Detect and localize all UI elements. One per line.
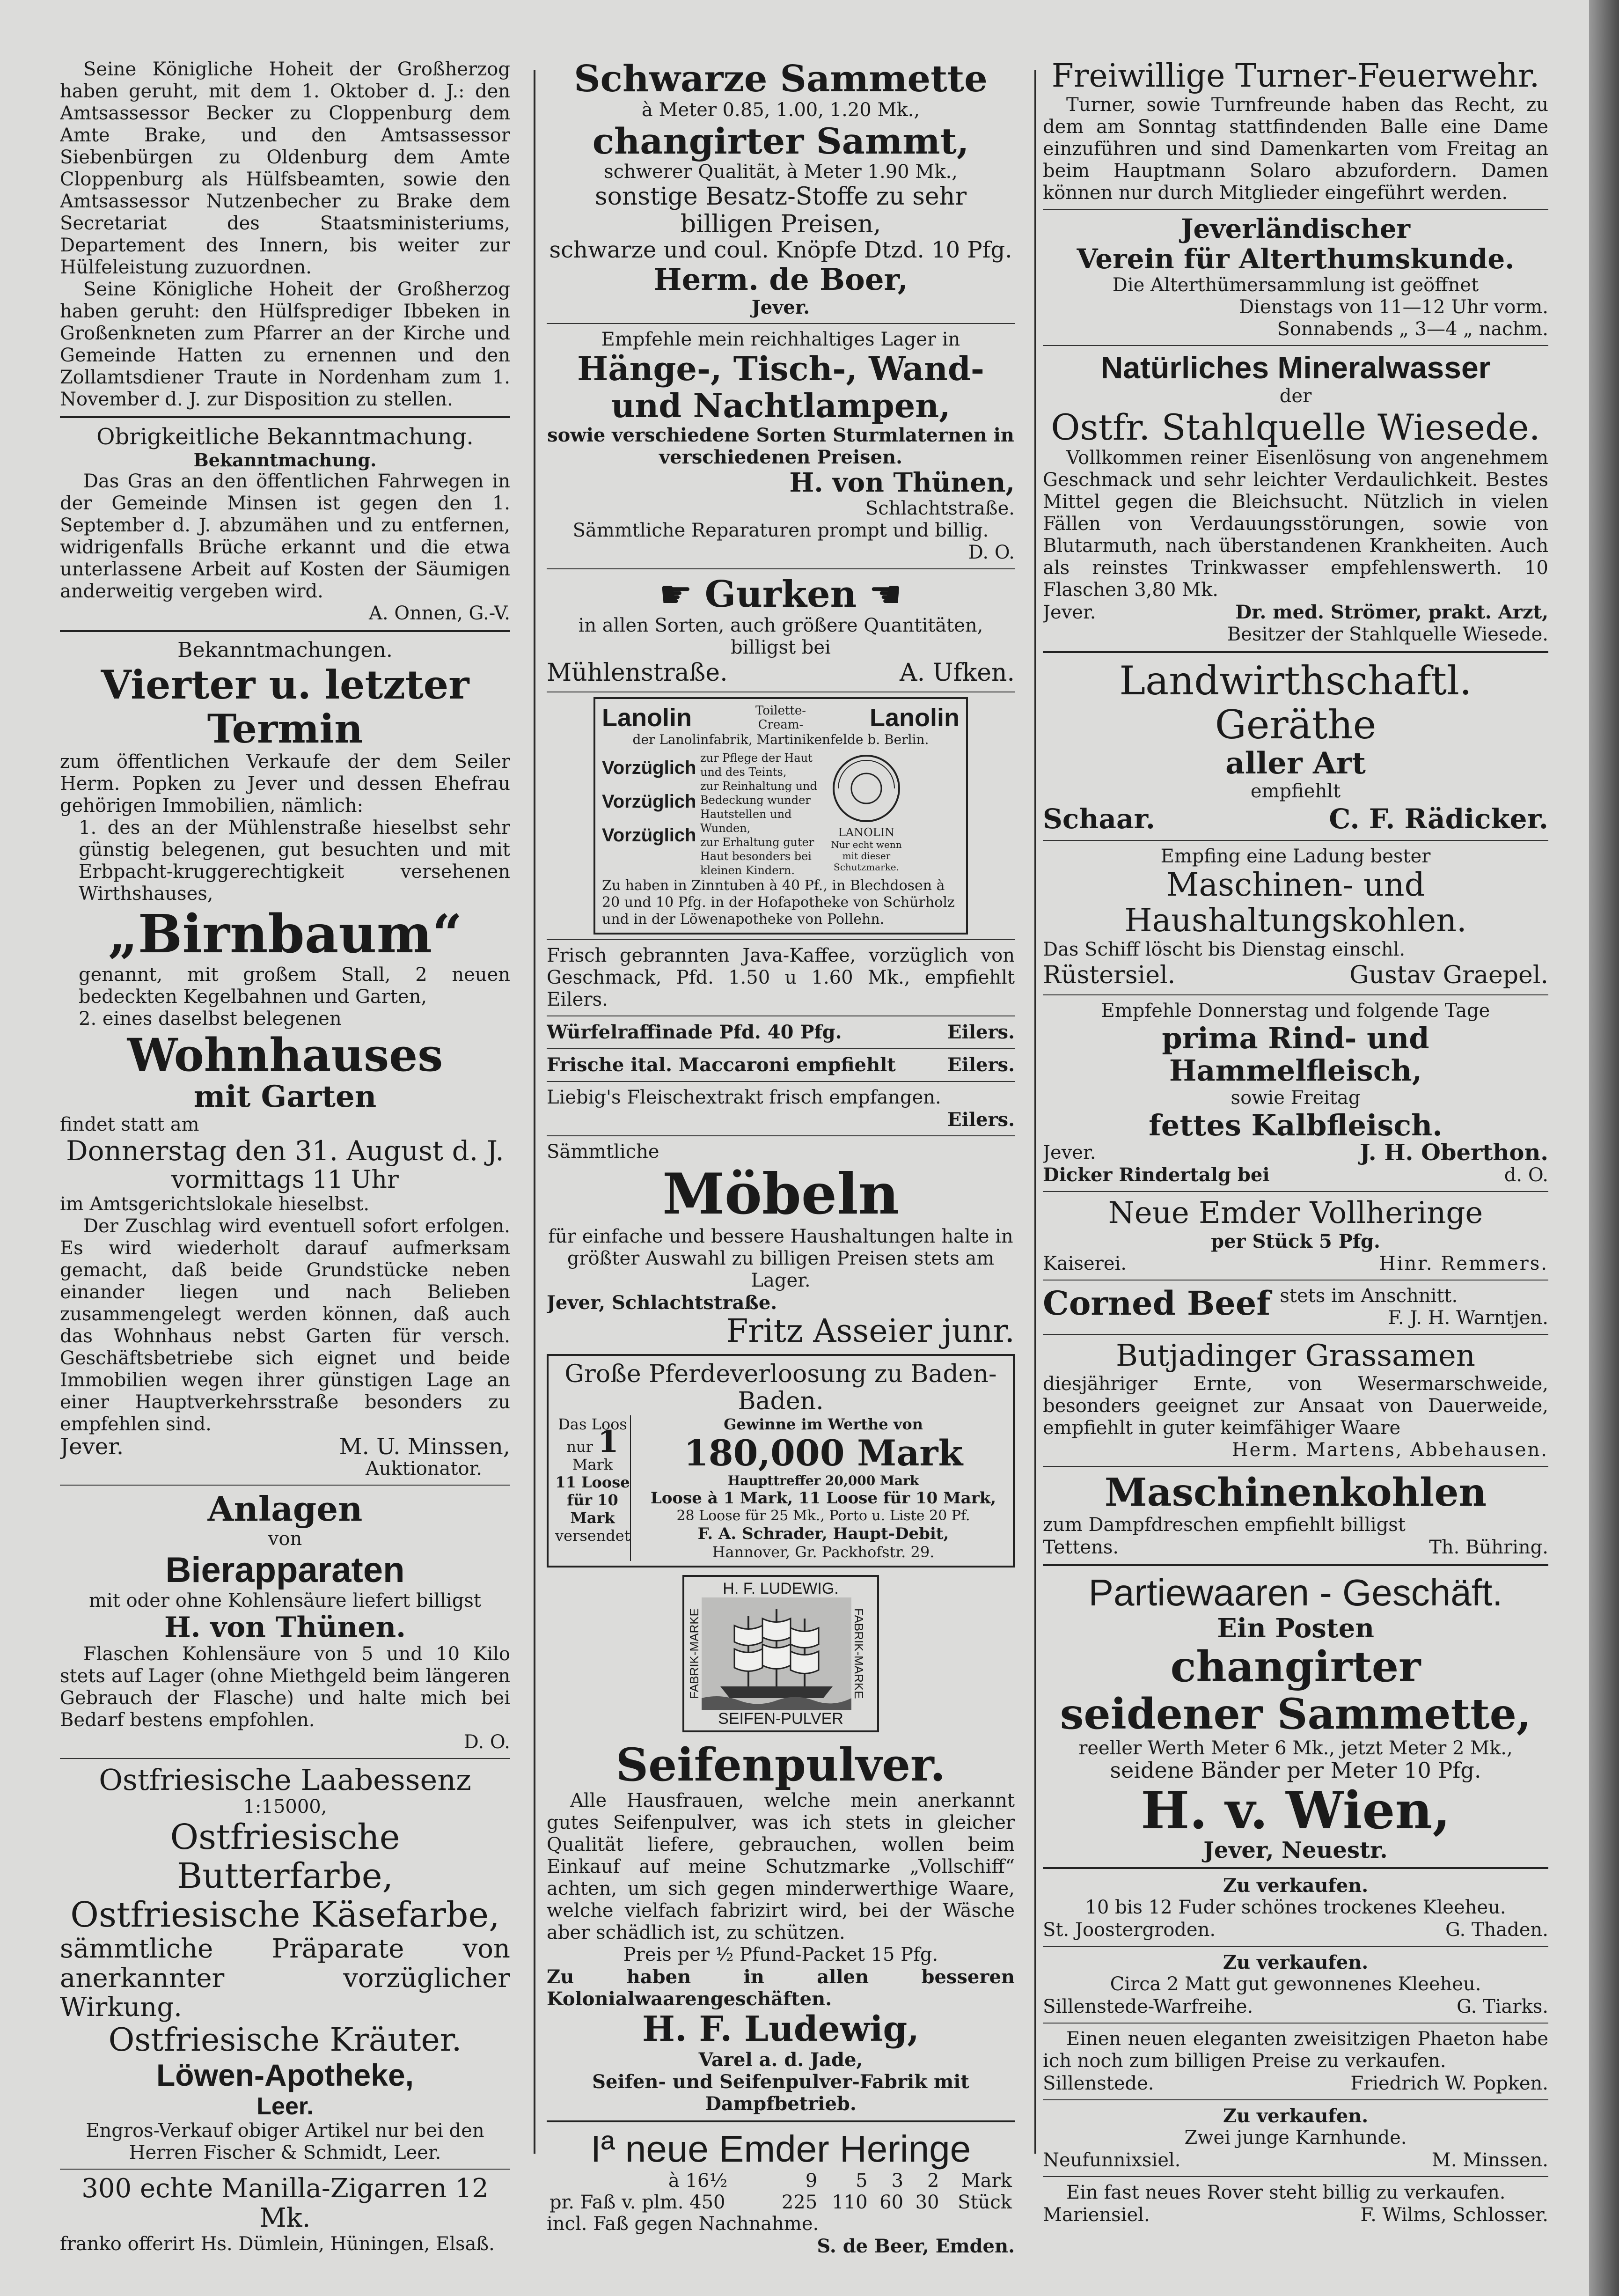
ad-text: Engros-Verkauf obiger Artikel nur bei den Herren Fischer & Schmidt, Leer. [86,2120,484,2164]
page-edge [1589,0,1619,2296]
ad-headline: Gurken [704,573,857,616]
ad-text: Vorzüglich [602,791,696,812]
ad-headline: 180,000 Mark [683,1432,963,1474]
ad-text: zur Reinhaltung und Bedeckung wunder Hautstellen und Wunden, [700,779,817,835]
ad-headline: Maschinenkohlen [1104,1470,1487,1515]
price-cell: 30 [915,2191,939,2213]
notice-heading: Bekanntmachung. [193,449,377,471]
column-2 [547,59,1015,2268]
ad-signature: D. O. [463,1731,510,1753]
ad-text: Alle Hausfrauen, welche mein anerkannt gutes Seifenpulver, was ich stets in gleicher Qualität liefere, gebrauchen, wollen beim Einkauf auf meine Schutzmarke „Vollschiff“ achten, um sich gegen minderwerthige Waare, welche vielfach fabrizirt wird, bei der Wäsche aber schädlich ist, zu schützen. [547,1790,1015,1944]
ad-signature: G. Tiarks. [1457,1995,1548,2017]
ad-signature: d. O. [1504,1164,1548,1186]
ad-place: Tettens. [1043,1537,1119,1559]
ad-headline: Jeverländischer [1181,213,1410,245]
ad-signature: Gustav Graepel. [1349,961,1548,989]
ad-name: H. F. Ludewig, [642,2009,920,2050]
ad-text: Ein Posten [1217,1613,1374,1644]
price-cell: 110 [832,2191,868,2213]
ad-place: Jever. [1043,601,1096,623]
ad-text: stets im Anschnitt. [1280,1285,1458,1307]
ad-text: Mark [572,1455,613,1473]
ad-text: Toilette-Cream- [755,704,806,732]
ad-headline: Lanolin [602,704,692,732]
ad-name: H. von Thünen. [164,1611,406,1644]
ad-text: Dienstags von 11—12 Uhr vorm. [1238,296,1548,318]
ad-place: Jever, Schlachtstraße. [547,1292,777,1314]
ad-headline: seidener Sammette, [1060,1689,1531,1739]
column-1 [60,59,510,2268]
pointing-hand-icon: ☛ [659,572,693,616]
ad-text: findet statt am [60,1113,199,1135]
ad-signature: Eilers. [947,1108,1015,1131]
ad-headline: Ostfriesische Käsefarbe, [70,1895,500,1935]
ad-signature: C. F. Rädicker. [1329,802,1548,835]
ad-signature: Auktionator. [365,1457,482,1479]
notice-signature: A. Onnen, G.-V. [369,603,510,624]
price-cell: 3 [891,2170,904,2192]
ad-headline: Bierapparaten [165,1550,405,1590]
ad-place: Jever. [60,1433,124,1460]
ad-headline: Wohnhauses [127,1028,443,1082]
seal-label: LANOLIN [838,825,895,839]
brand-label: SEIFEN-PULVER [718,1709,843,1728]
ad-headline: Freiwillige Turner-Feuerwehr. [1051,59,1540,95]
ad-text: Preis per ½ Pfund-Packet 15 Pfg. [623,1944,938,1966]
price-cell: 2 [927,2170,939,2192]
official-notice: Seine Königliche Hoheit der Großherzog haben geruht, mit dem 1. Oktober d. J.: den Amtsassessor Becker zu Cloppenburg dem Amte Brake, und den Amtsassessor Siebenbürgen zu Oldenburg dem Amte Cloppenburg als Hülfsbeamten, sowie den Amtsassessor Nutzenbecher zu Brake dem Secretariat des Staatsministeriums, Departement des Innern, bis weiter zur Hülfeleistung zuzuordnen. [60,59,510,278]
ad-text: 1:15000, [243,1796,327,1818]
ad-headline: changirter [1170,1641,1421,1692]
ad-text: schwarze und coul. Knöpfe Dtzd. 10 Pfg. [549,236,1012,263]
ad-signature: Besitzer der Stahlquelle Wiesede. [1227,623,1548,645]
ad-text: von [268,1528,302,1550]
ad-text: Circa 2 Matt gut gewonnenes Kleeheu. [1110,1973,1481,1995]
ad-headline: sämmtliche Präparate von anerkannter vorzüglicher Wirkung. [60,1933,510,2023]
ad-name: F. A. Schrader, Haupt-Debit, [697,1524,949,1543]
ad-signature: F. Wilms, Schlosser. [1360,2204,1548,2226]
price-cell: 225 [781,2191,818,2213]
ad-headline: Maschinen- und Haushaltungskohlen. [1124,866,1467,939]
ad-headline: Große Pferdeverloosung zu Baden-Baden. [564,1360,997,1416]
ad-text: in allen Sorten, auch größere Quantitäten, billigst bei [578,615,983,659]
ad-text: Das Schiff löscht bis Dienstag einschl. [1043,938,1406,960]
ad-headline: fettes Kalbfleisch. [1149,1108,1443,1142]
ad-text: Frisch gebrannten Java-Kaffee, vorzüglich von Geschmack, Pfd. 1.50 u 1.60 Mk., empfiehlt Eilers. [547,944,1015,1010]
ad-signature: Dr. med. Strömer, prakt. Arzt, [1235,601,1548,623]
ad-headline: aller Art [1225,746,1366,781]
ad-text: Zwei junge Karnhunde. [1184,2127,1407,2149]
ad-headline: Partiewaaren - Geschäft. [1088,1572,1503,1614]
ad-signature: Hinr. Remmers. [1379,1252,1548,1274]
ad-text: Würfelraffinade Pfd. 40 Pfg. [547,1021,842,1043]
ad-text: 11 Loose für 10 Mark [555,1473,630,1527]
ad-text: 1. des an der Mühlenstraße hieselbst sehr günstig belegenen, gut besuchten und mit Erbpacht-kruggerechtigkeit versehenen Wirthshauses, [79,817,510,905]
ad-headline: Ostfriesische Butterfarbe, [170,1817,400,1897]
ad-text: Die Alterthümersammlung ist geöffnet [1112,274,1479,296]
ad-text: Empfehle Donnerstag und folgende Tage [1101,1000,1490,1022]
ad-text: incl. Faß gegen Nachnahme. [547,2213,819,2235]
ad-signature: Eilers. [947,1053,1015,1076]
ad-text: 10 bis 12 Fuder schönes trockenes Kleeheu. [1085,1896,1506,1918]
ad-text: Zu haben in Zinntuben à 40 Pf., in Blechdosen à 20 und 10 Pfg. in der Hofapotheke von Schürholz und in der Löwenapotheke von Pollehn. [602,877,955,927]
ad-text: Frische ital. Maccaroni empfiehlt [547,1053,896,1076]
ad-text: für einfache und bessere Haushaltungen halte in größter Auswahl zu billigen Preisen stets am Lager. [548,1226,1013,1292]
ad-signature: Th. Bühring. [1429,1537,1548,1559]
ad-signature: M. U. Minssen, [339,1433,510,1460]
ad-name: Löwen-Apotheke, [156,2058,414,2093]
price-cell: 5 [856,2170,868,2192]
ad-name: Fritz Asseier junr. [726,1313,1015,1350]
ad-text: Empfehle mein reichhaltiges Lager in [601,329,960,351]
ad-text: Sonnabends „ 3—4 „ nachm. [1277,318,1548,340]
lanolin-ad [593,697,968,934]
ad-signature: F. J. H. Warntjen. [1388,1307,1548,1329]
ad-heading: Zu verkaufen. [1223,1874,1369,1897]
sailing-ship-icon [702,1597,851,1710]
ad-signature: Herm. Martens, Abbehausen. [1231,1439,1548,1461]
ad-name: H. von Thünen, [789,467,1015,499]
ad-headline: Iª neue Emder Heringe [590,2128,971,2170]
ad-name: Herm. de Boer, [653,262,908,297]
ad-text: 2. eines daselbst belegenen [79,1008,342,1030]
ad-headline: Butjadinger Grassamen [1116,1338,1475,1373]
ad-text: 1 [598,1424,619,1459]
ad-text: seidene Bänder per Meter 10 Pfg. [1110,1758,1481,1783]
ad-text: zur Erhaltung guter Haut besonders bei kleinen Kindern. [700,835,814,877]
ad-signature: A. Ufken. [900,659,1015,687]
ad-place: Hannover, Gr. Packhofstr. 29. [712,1543,935,1561]
ad-headline: changirter Sammt, [592,120,969,162]
ad-place: Kaiserei. [1043,1252,1127,1274]
ad-text: mit oder ohne Kohlensäure liefert billigst [89,1590,481,1612]
ad-headline: Neue Emder Vollheringe [1108,1196,1483,1231]
section-title: Bekanntmachungen. [177,638,393,662]
ad-text: Das Loos [558,1415,627,1433]
price-cell: Stück [958,2191,1012,2213]
ad-headline: Verein für Alterthumskunde. [1077,243,1515,275]
ad-text: zur Pflege der Haut und des Teints, [700,751,813,779]
ad-headline: Seifenpulver. [615,1738,946,1791]
brand-mark [682,1575,879,1732]
ad-text: Sämmtliche [547,1141,659,1163]
ad-headline: Möbeln [662,1161,899,1227]
ad-text: sowie Freitag [1231,1087,1361,1109]
ad-text: diesjähriger Ernte, von Wesermarschweide, besonders geeignet zur Ansaat von Dauerweide, empfiehlt in guter keimfähiger Waare [1043,1373,1548,1439]
ad-place: Mühlenstraße. [547,659,728,687]
column-rule [1034,70,1036,2154]
ad-text: reeller Werth Meter 6 Mk., jetzt Meter 2 Mk., [1078,1737,1513,1759]
ad-text: per Stück 5 Pfg. [1211,1230,1380,1252]
price-cell: à 16½ [668,2170,728,2192]
ad-headline: Hänge-, Tisch-, Wand- und Nachtlampen, [577,349,984,425]
ad-heading: Zu verkaufen. [1223,2105,1369,2127]
ad-headline: Ostfriesische Kräuter. [108,2022,462,2059]
section-title: Obrigkeitliche Bekanntmachung. [96,424,474,450]
ad-place: Sillenstede-Warfreihe. [1043,1995,1253,2017]
price-table [547,2170,1015,2213]
price-cell: 60 [879,2191,904,2213]
ad-text: im Amtsgerichtslokale hieselbst. [60,1193,370,1215]
ad-text: Ein fast neues Rover steht billig zu verkaufen. [1066,2181,1506,2203]
ad-text: à Meter 0.85, 1.00, 1.20 Mk., [641,99,920,121]
ad-place: Varel a. d. Jade, [698,2049,863,2071]
ad-headline: Natürliches Mineralwasser [1100,350,1491,385]
ad-text: Sämmtliche Reparaturen prompt und billig. [572,519,989,541]
ad-headline: Ostfriesische Laabessenz [99,1762,471,1797]
ad-text: Vollkommen reiner Eisenlösung von angenehmem Geschmack und sehr leichter Verdaulichkeit. Bestes Mittel gegen die Bleichsucht. Nützlich in vielen Fällen von Verdauungsstörungen, sowie von Blutarmuth, nach überstandenen Krankheiten. Auch als reinstes Trinkwasser empfehlenswerth. 10 Flaschen 3,80 Mk. [1043,447,1548,601]
ad-signature: Friedrich W. Popken. [1350,2072,1548,2094]
ad-text: 28 Loose für 25 Mk., Porto u. Liste 20 Pf. [676,1507,970,1524]
ad-text: Liebig's Fleischextrakt frisch empfangen. [547,1086,941,1108]
ad-text: Empfing eine Ladung bester [1160,845,1431,867]
ad-signature: J. H. Oberthon. [1359,1140,1548,1166]
ad-text: Einen neuen eleganten zweisitzigen Phaeton habe ich noch zum billigen Preise zu verkaufen. [1043,2028,1548,2072]
ad-headline: Lanolin [870,704,960,732]
ad-headline: vormittags 11 Uhr [171,1165,399,1194]
ad-headline: 300 echte Manilla-Zigarren 12 Mk. [81,2173,489,2234]
ad-text: nur [566,1437,593,1456]
ad-text: versendet [555,1526,630,1545]
ad-text: sowie verschiedene Sorten Sturmlaternen in verschiedenen Preisen. [547,424,1014,469]
ad-text: Vorzüglich [602,757,696,778]
ad-place: Mariensiel. [1043,2204,1150,2226]
ad-heading: Zu verkaufen. [1223,1951,1369,1973]
ad-headline: Schwarze Sammette [574,59,988,100]
ad-place: Leer. [256,2093,314,2120]
column-rule [534,70,535,2154]
official-notice: Seine Königliche Hoheit der Großherzog haben geruht: den Hülfsprediger Ibbeken in Großenkneten zum Pfarrer an der Kirche und Gemeinde Hatten zu ernennen und den Zollamtsdiener Traute in Nordenham zum 1. November d. J. zur Disposition zu stellen. [60,279,510,410]
price-cell: Mark [961,2170,1012,2192]
ad-text: Dicker Rindertalg bei [1043,1164,1270,1186]
ad-place: Rüstersiel. [1043,961,1176,989]
notice-text: Das Gras an den öffentlichen Fahrwegen in der Gemeinde Minsen ist gegen den 1. September d. J. abzumähen und zu entfernen, widrigenfalls Brüche erkannt und die etwa unterlassene Arbeit auf Kosten der Säumigen anderweitig vergeben wird. [60,471,510,602]
seal-icon [829,751,904,826]
ad-text: schwerer Qualität, à Meter 1.90 Mk., [604,161,958,183]
ad-headline: Corned Beef [1043,1283,1271,1323]
ad-text: Loose à 1 Mark, 11 Loose für 10 Mark, [650,1488,996,1508]
ad-signature: Eilers. [947,1021,1015,1043]
ad-place: Jever. [1043,1142,1096,1164]
ad-place: Schaar. [1043,802,1155,835]
ad-text: der [1279,385,1312,407]
lanolin-seal [822,751,911,877]
ad-text: Seifen- und Seifenpulver-Fabrik mit Dampfbetrieb. [592,2071,969,2115]
ad-signature: S. de Beer, Emden. [817,2235,1015,2257]
ad-place: Sillenstede. [1043,2072,1154,2094]
ad-text: genannt, mit großem Stall, 2 neuen bedeckten Kegelbahnen und Garten, [79,964,510,1008]
ad-text: empfiehlt [1250,780,1341,802]
ad-headline: Donnerstag den 31. August d. J. [66,1134,504,1167]
ad-headline: „Birnbaum“ [108,904,462,965]
ad-headline: prima Rind- und Hammelfleisch, [1162,1021,1429,1088]
ad-signature: M. Minssen. [1431,2149,1548,2171]
ad-text: Der Zuschlag wird eventuell sofort erfolgen. Es wird wiederholt darauf aufmerksam gemacht, daß beide Grundstücke neben einander liegen und nach Belieben zusammengelegt werden können, daß auch das Wohnhaus nebst Garten für versch. Geschäftsbetriebe sich eignet und beide Immobilien wegen ihrer günstigen Lage an einer Hauptverkehrsstraße besonders zu empfehlen sind. [60,1215,510,1435]
ad-headline: mit Garten [193,1079,377,1115]
ad-text: zum öffentlichen Verkaufe der dem Seiler Herm. Popken zu Jever und dessen Ehefrau gehörigen Immobilien, nämlich: [60,751,510,817]
price-cell: pr. Faß v. plm. 450 [549,2191,725,2213]
ad-signature: G. Thaden. [1445,1919,1548,1941]
ad-text: Flaschen Kohlensäure von 5 und 10 Kilo stets auf Lager (ohne Miethgeld beim längeren Gebrauch der Flasche) und halte mich bei Bedarf bestens empfohlen. [60,1643,510,1731]
ad-text: sonstige Besatz-Stoffe zu sehr billigen Preisen, [594,183,967,238]
ad-place: Jever. [751,296,810,319]
ad-name: H. v. Wien, [1141,1780,1451,1841]
pointing-hand-icon: ☛ [869,572,903,616]
ad-text: Zu haben in allen besseren Kolonialwaarengeschäften. [547,1966,1015,2010]
seal-text: Nur echt wenn mit dieser Schutzmarke. [831,839,902,873]
ad-place: Jever, Neuestr. [1203,1837,1388,1863]
ad-signature: D. O. [968,541,1015,563]
brand-label: H. F. LUDEWIG. [723,1579,839,1597]
ad-text: Gewinne im Werthe von [724,1415,923,1433]
brand-label: FABRIK-MARKE [687,1608,701,1699]
brand-label: FABRIK-MARKE [852,1608,866,1699]
ad-text: zum Dampfdreschen empfiehlt billigst [1043,1514,1406,1536]
lottery-ad [547,1354,1015,1567]
ad-text: Haupttreffer 20,000 Mark [727,1472,919,1488]
column-3 [1043,59,1548,2268]
ad-place: Schlachtstraße. [865,497,1015,519]
ad-text: franko offerirt Hs. Dümlein, Hüningen, Elsaß. [60,2233,495,2255]
ad-text: Turner, sowie Turnfreunde haben das Recht, zu dem am Sonntag stattfindenden Balle eine Dame einzuführen und sind Damenkarten vom Freitag an beim Hauptmann Solaro abzufordern. Damen können nur durch Mitglieder eingeführt werden. [1043,94,1548,204]
ad-text: der Lanolinfabrik, Martinikenfelde b. Berlin. [632,731,929,747]
price-cell: 9 [805,2170,818,2192]
ad-text: Vorzüglich [602,824,696,846]
ad-headline: Anlagen [207,1488,363,1529]
ad-place: Neufunnixsiel. [1043,2149,1181,2171]
ad-headline: Landwirthschaftl. Geräthe [1119,657,1472,748]
ad-headline: Ostfr. Stahlquelle Wiesede. [1051,406,1540,448]
ad-place: St. Joostergroden. [1043,1919,1216,1941]
ad-headline: Vierter u. letzter Termin [101,662,469,752]
